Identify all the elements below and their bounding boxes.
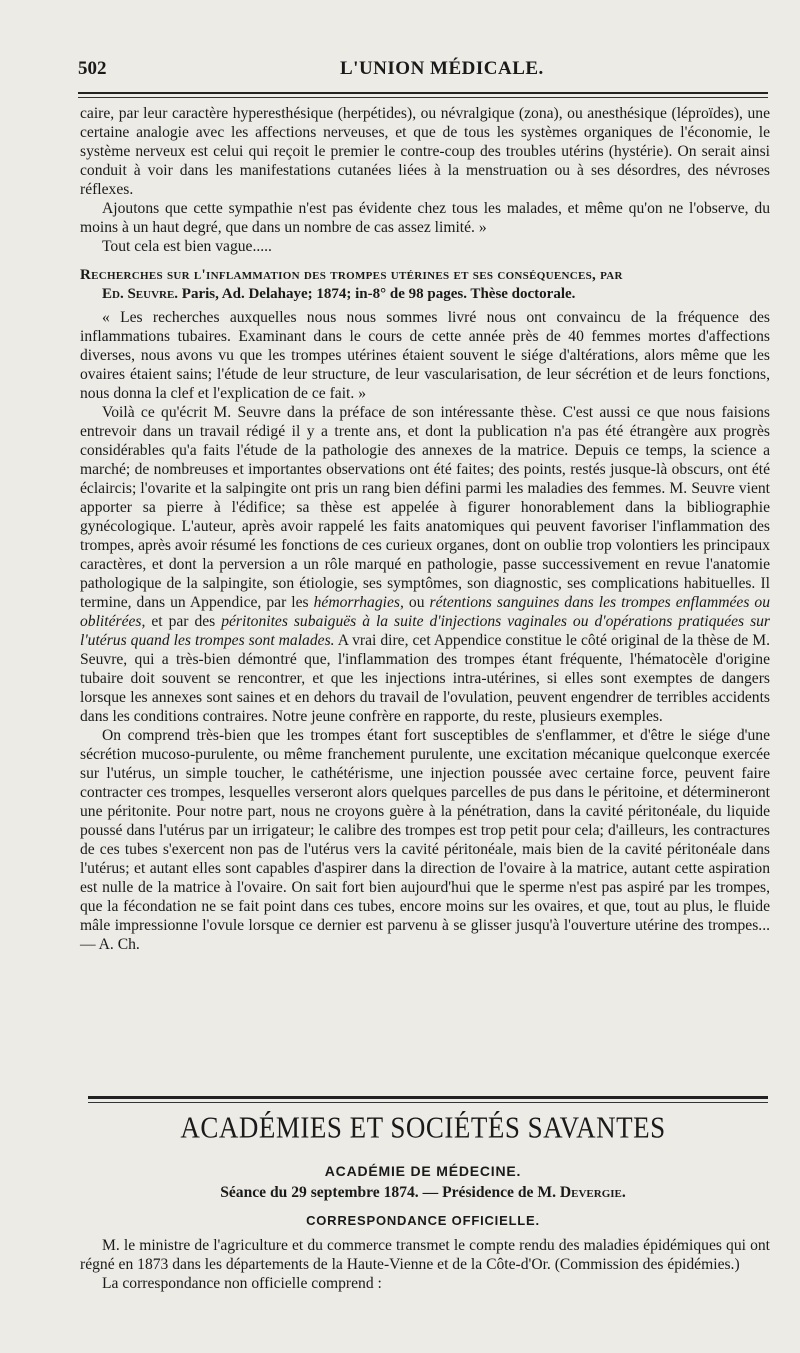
paragraph: caire, par leur caractère hyperesthésique (herpétides), ou névralgique (zona), ou anesthésique (léproïdes), une certaine analogie avec les affections nerveuses, et que de tous les systèmes organiques de l'économie, le système nerveux est celui qui reçoit le premier le contre-coup des troubles utérins (hystérie). On serait ainsi conduit à voir dans les manifestations cutanées liées à la menstruation ou à ses désordres, des névroses réflexes. xyxy=(80,105,770,198)
signature: — A. Ch. xyxy=(80,936,140,953)
paragraph: Tout cela est bien vague..... xyxy=(102,238,272,255)
header-rule-thin xyxy=(78,97,768,98)
review-author: Ed. Seuvre xyxy=(102,286,175,302)
italic-run: hémorrhagies, xyxy=(313,594,404,611)
seance-line xyxy=(78,1184,768,1202)
page-number: 502 xyxy=(78,58,107,79)
italic-run: rétentions sanguines dans les trompes enflammées ou oblitérées, xyxy=(80,594,770,630)
review-publication: . Paris, Ad. Delahaye; 1874; in-8° de 98 pages. Thèse doctorale. xyxy=(174,286,576,302)
paragraph: La correspondance non officielle comprend : xyxy=(102,1275,382,1292)
page-header xyxy=(78,58,768,88)
paragraph: « Les recherches auxquelles nous nous sommes livré nous ont convaincu de la fréquence des inflammations tubaires. Examinant dans le cours de cette année près de 40 femmes mortes d'affections diverses, nous avons vu que les trompes utérines étaient souvent le siége d'altérations, alors même que les ovaires étaient sains; l'étude de leur structure, de leur vascularisation, de leur sécrétion et de leurs fonctions, nous donna la clef et l'explication de ce fait. » xyxy=(80,309,770,402)
correspondence-heading: CORRESPONDANCE OFFICIELLE. xyxy=(306,1213,540,1228)
text-run: A vrai dire, cet Appendice constitue le côté original de la thèse de M. Seuvre, qui a très-bien démontré que, l'inflammation des trompes étant fréquente, l'hématocèle d'origine tubaire doit souvent se rencontrer, et que les injections intra-utérines, si elles sont exemptes de dangers lorsque les annexes sont saines et en dehors du travail de l'ovulation, peuvent engendrer de terribles accidents dans les conditions contraires. Notre jeune confrère en rapporte, du reste, plusieurs exemples. xyxy=(80,632,770,725)
review-title: Recherches sur l'inflammation des trompes utérines et ses conséquences, par xyxy=(80,267,623,283)
review-details xyxy=(80,285,770,304)
paragraph: M. le ministre de l'agriculture et du commerce transmet le compte rendu des maladies épidémiques qui ont régné en 1873 dans les départements de la Haute-Vienne et de la Côte-d'Or. (Commission des épidémies.) xyxy=(80,1237,770,1273)
paragraph: Ajoutons que cette sympathie n'est pas évidente chez tous les malades, et même qu'on ne l'observe, du moins à un haut degré, que dans un nombre de cas assez limité. » xyxy=(80,200,770,236)
italic-run: péritonites subaiguës à la suite d'injections vaginales ou d'opérations pratiquées sur l'utérus quand les trompes sont malades. xyxy=(80,613,771,649)
paragraph xyxy=(80,403,770,726)
section-title: ACADÉMIES ET SOCIÉTÉS SAVANTES xyxy=(180,1110,666,1145)
text-run: Voilà ce qu'écrit M. Seuvre dans la préface de son intéressante thèse. C'est aussi ce que nous faisions entrevoir dans un travail rédigé il y a trente ans, et dont la publication n'a pas été étrangère aux progrès considérables qu'a faits l'étude de la pathologie des annexes de la matrice. Depuis ce temps, la science a marché; de nombreuses et importantes observations ont été faites; des points, restés jusque-là obscurs, ont été éclaircis; l'ovarite et la salpingite ont pris un rang bien défini parmi les maladies des femmes. M. Seuvre vient apporter sa pierre à l'édifice; sa thèse est appelée à figurer honorablement dans la bibliographie gynécologique. L'auteur, après avoir rappelé les faits anatomiques qui peuvent favoriser l'inflammation des trompes, après avoir résumé les fonctions de ces curieux organes, dont on oublie trop volontiers les principaux caractères, et dont la perversion a un rôle marqué en pathologie, passe successivement en revue l'anatomie pathologique de la salpingite, son étiologie, ses symptômes, son diagnostic, ses complications habituelles. Il termine, dans un Appendice, par les xyxy=(80,404,770,611)
text-run: et par des xyxy=(145,613,222,630)
section-separator-thin xyxy=(88,1102,768,1103)
text-run: ou xyxy=(403,594,430,611)
seance-president: Devergie xyxy=(559,1184,622,1201)
seance-text: Séance du 29 septembre 1874. — Présidence de M. xyxy=(220,1184,560,1201)
article-body xyxy=(80,104,770,954)
section-separator xyxy=(88,1096,768,1099)
text-run: On comprend très-bien que les trompes étant fort susceptibles de s'enflammer, et d'être le siége d'une sécrétion mucoso-purulente, ou même franchement purulente, une excitation mécanique quelconque exercée sur l'utérus, un simple toucher, le cathétérisme, une injection poussée avec certaine force, peuvent faire contracter ces trompes, lesquelles verseront alors quelques parcelles de pus dans le péritoine, et détermineront une péritonite. Pour notre part, nous ne croyons guère à la pénétration, dans la cavité péritonéale, du liquide poussé dans l'utérus par un irrigateur; le calibre des trompes est trop petit pour cela; d'ailleurs, les contractures de ces tubes s'exercent non pas de l'utérus vers la cavité péritonéale, mais bien de la cavité péritonéale dans l'utérus; et autant elles sont capables d'aspirer dans la direction de l'ovaire à la matrice, autant cette aspiration est nulle de la matrice à l'ovaire. On sait fort bien aujourd'hui que le sperme n'est pas aspiré par les trompes, que la fécondation ne se fait point dans ces tubes, encore moins sur les ovaires, et que, tout au plus, le fluide mâle impressionne l'ovule lorsque ce dernier est parvenu à se glisser jusqu'à l'ouverture utérine des trompes... xyxy=(80,727,770,934)
paragraph xyxy=(80,726,770,954)
academy-heading: ACADÉMIE DE MÉDECINE. xyxy=(324,1163,522,1179)
header-rule xyxy=(78,92,768,94)
seance-end: . xyxy=(621,1184,626,1201)
book-review-heading xyxy=(80,266,770,304)
running-title: L'UNION MÉDICALE. xyxy=(340,58,544,79)
section-body xyxy=(80,1236,770,1293)
